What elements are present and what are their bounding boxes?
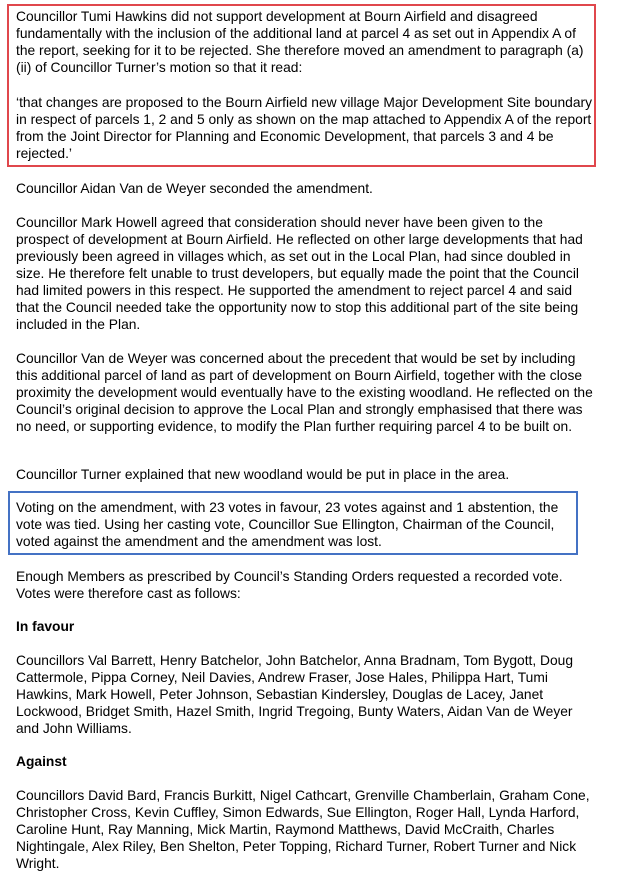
paragraph-favour-list: Councillors Val Barrett, Henry Batchelor, John Batchelor, Anna Bradnam, Tom Bygott, Doug Cattermole, Pippa Corney, Neil Davies, Andrew Fraser, Jose Hales, Philippa Hart, Tumi Hawkins, Mark Howell, Peter Johnson, Sebastian Kindersley, Douglas de Lacey, Janet Lockwood, Bridget Smith, Hazel Smith, Ingrid Tregoing, Bunty Waters, Aidan Van de Weyer and John Williams. bbox=[16, 653, 574, 736]
paragraph-hawkins-amendment: Councillor Tumi Hawkins did not support development at Bourn Airfield and disagreed fundamentally with the inclusion of the additional land at parcel 4 as set out in Appendix A of the report, seeking for it to be rejected. She therefore moved an amendment to paragraph (a)(ii) of Councillor Turner’s motion so that it read: bbox=[16, 9, 584, 75]
paragraph-howell: Councillor Mark Howell agreed that consideration should never have been given to the prospect of development at Bourn Airfield. He reflected on other large developments that had previously been agreed in villages which, as set out in the Local Plan, had since doubled in size. He therefore felt unable to trust developers, but equally made the point that the Council had limited powers in this respect. He supported the amendment to reject parcel 4 and said that the Council needed take the opportunity now to stop this additional part of the site being included in the Plan. bbox=[16, 215, 583, 332]
paragraph-vote-result: Voting on the amendment, with 23 votes in favour, 23 votes against and 1 abstention, the vote was tied. Using her casting vote, Councillor Sue Ellington, Chairman of the Council, voted against the amendment and the amendment was lost. bbox=[16, 500, 559, 549]
paragraph-against-list: Councillors David Bard, Francis Burkitt, Nigel Cathcart, Grenville Chamberlain, Graham Cone, Christopher Cross, Kevin Cuffley, Simon Edwards, Sue Ellington, Roger Hall, Lynda Harford, Caroline Hunt, Ray Manning, Mick Martin, Raymond Matthews, David McCraith, Charles Nightingale, Alex Riley, Ben Shelton, Peter Topping, Richard Turner, Robert Turner and Nick Wright. bbox=[16, 788, 590, 871]
paragraph-recorded-vote: Enough Members as prescribed by Council’s Standing Orders requested a recorded vote. Votes were therefore cast as follows: bbox=[16, 569, 563, 601]
heading-against: Against bbox=[16, 754, 67, 769]
paragraph-amendment-text: ‘that changes are proposed to the Bourn Airfield new village Major Development Site boundary in respect of parcels 1, 2 and 5 only as shown on the map attached to Appendix A of the report from the Joint Director for Planning and Economic Development, that parcels 3 and 4 be rejected.’ bbox=[16, 95, 592, 161]
paragraph-seconded: Councillor Aidan Van de Weyer seconded the amendment. bbox=[16, 181, 373, 196]
paragraph-van-de-weyer: Councillor Van de Weyer was concerned about the precedent that would be set by including this additional parcel of land as part of development on Bourn Airfield, together with the close proximity the development would eventually have to the existing woodland. He reflected on the Council’s original decision to approve the Local Plan and strongly emphasised that there was no need, or supporting evidence, to modify the Plan further requiring parcel 4 to be built on. bbox=[16, 351, 593, 434]
paragraph-turner: Councillor Turner explained that new woodland would be put in place in the area. bbox=[16, 467, 510, 482]
heading-in-favour: In favour bbox=[16, 619, 75, 634]
